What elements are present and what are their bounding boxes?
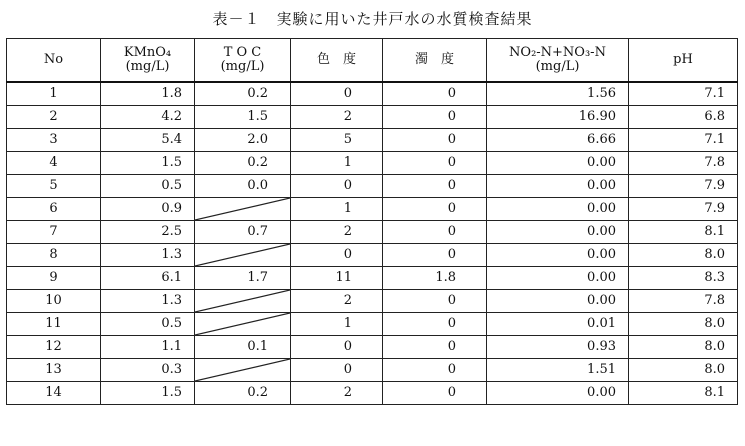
cell-color: 0 [291,336,383,359]
cell-no: 8 [7,244,101,267]
cell-ph: 8.1 [629,382,738,405]
cell-nitrogen: 1.56 [487,82,629,106]
cell-toc: 0.2 [195,152,291,175]
table-caption: 表－１ 実験に用いた井戸水の水質検査結果 [212,10,533,28]
header-nitrogen [487,39,629,83]
cell-turbidity: 0 [383,290,487,313]
cell-kmno4: 0.5 [101,175,195,198]
cell-kmno4: 2.5 [101,221,195,244]
cell-nitrogen: 1.51 [487,359,629,382]
cell-no: 14 [7,382,101,405]
cell-ph: 7.9 [629,198,738,221]
cell-no: 6 [7,198,101,221]
cell-no: 7 [7,221,101,244]
table-row [7,313,738,336]
cell-nitrogen: 0.00 [487,244,629,267]
header-toc [195,39,291,83]
cell-ph: 8.0 [629,359,738,382]
header-toc-name: T O C [223,45,262,60]
cell-turbidity: 0 [383,175,487,198]
header-turbidity: 濁 度 [383,39,487,83]
cell-no: 4 [7,152,101,175]
cell-ph: 7.1 [629,82,738,106]
cell-kmno4: 1.1 [101,336,195,359]
cell-toc: 0.2 [195,382,291,405]
cell-toc: 2.0 [195,129,291,152]
cell-turbidity: 0 [383,152,487,175]
cell-turbidity: 0 [383,359,487,382]
cell-ph: 8.1 [629,221,738,244]
header-row [7,39,738,83]
cell-ph: 7.1 [629,129,738,152]
cell-turbidity: 0 [383,313,487,336]
cell-nitrogen: 0.00 [487,175,629,198]
cell-color: 1 [291,313,383,336]
cell-color: 0 [291,359,383,382]
diagonal-slash-icon [195,290,290,312]
cell-no: 10 [7,290,101,313]
cell-nitrogen: 0.01 [487,313,629,336]
cell-no: 9 [7,267,101,290]
cell-no: 11 [7,313,101,336]
cell-nitrogen: 0.00 [487,382,629,405]
cell-turbidity: 0 [383,244,487,267]
cell-kmno4: 0.9 [101,198,195,221]
diagonal-slash-icon [195,198,290,220]
header-color: 色 度 [291,39,383,83]
cell-turbidity: 0 [383,336,487,359]
cell-toc-empty [195,198,291,221]
table-row [7,290,738,313]
header-nitrogen-name: NO₂-N+NO₃-N [509,45,606,60]
diagonal-slash-icon [195,359,290,381]
cell-nitrogen: 0.93 [487,336,629,359]
header-kmno4-name: KMnO₄ [123,45,172,60]
table-row [7,244,738,267]
table-row [7,221,738,244]
cell-ph: 8.0 [629,244,738,267]
cell-turbidity: 1.8 [383,267,487,290]
cell-color: 2 [291,382,383,405]
cell-no: 12 [7,336,101,359]
cell-toc-empty [195,290,291,313]
cell-color: 0 [291,82,383,106]
cell-nitrogen: 0.00 [487,290,629,313]
table-row [7,106,738,129]
cell-toc-empty [195,244,291,267]
cell-toc: 0.7 [195,221,291,244]
cell-kmno4: 4.2 [101,106,195,129]
cell-nitrogen: 16.90 [487,106,629,129]
water-quality-table [6,38,738,405]
header-nitrogen-unit: (mg/L) [535,59,580,74]
cell-no: 13 [7,359,101,382]
header-ph: pH [629,39,738,83]
cell-kmno4: 1.5 [101,382,195,405]
header-no: No [7,39,101,83]
cell-color: 1 [291,152,383,175]
cell-kmno4: 6.1 [101,267,195,290]
cell-color: 2 [291,106,383,129]
cell-color: 0 [291,175,383,198]
table-row [7,336,738,359]
table-row [7,382,738,405]
cell-turbidity: 0 [383,129,487,152]
cell-kmno4: 0.3 [101,359,195,382]
cell-ph: 8.0 [629,336,738,359]
diagonal-slash-icon [195,244,290,266]
table-row [7,359,738,382]
cell-no: 2 [7,106,101,129]
table-row [7,129,738,152]
table-row [7,152,738,175]
cell-toc: 0.0 [195,175,291,198]
cell-nitrogen: 0.00 [487,221,629,244]
cell-nitrogen: 0.00 [487,152,629,175]
cell-turbidity: 0 [383,221,487,244]
header-kmno4-unit: (mg/L) [125,59,170,74]
cell-toc: 1.5 [195,106,291,129]
cell-turbidity: 0 [383,82,487,106]
cell-toc: 0.1 [195,336,291,359]
cell-nitrogen: 0.00 [487,198,629,221]
cell-color: 5 [291,129,383,152]
cell-nitrogen: 6.66 [487,129,629,152]
header-toc-unit: (mg/L) [220,59,265,74]
cell-no: 1 [7,82,101,106]
table-row [7,198,738,221]
cell-ph: 6.8 [629,106,738,129]
cell-kmno4: 1.3 [101,290,195,313]
cell-no: 5 [7,175,101,198]
cell-no: 3 [7,129,101,152]
cell-kmno4: 1.5 [101,152,195,175]
cell-turbidity: 0 [383,106,487,129]
cell-kmno4: 5.4 [101,129,195,152]
cell-ph: 7.8 [629,290,738,313]
cell-kmno4: 1.3 [101,244,195,267]
cell-kmno4: 0.5 [101,313,195,336]
cell-kmno4: 1.8 [101,82,195,106]
table-row [7,82,738,106]
cell-color: 0 [291,244,383,267]
cell-ph: 8.0 [629,313,738,336]
table-row [7,175,738,198]
cell-toc-empty [195,313,291,336]
cell-toc-empty [195,359,291,382]
diagonal-slash-icon [195,313,290,335]
header-kmno4 [101,39,195,83]
cell-ph: 8.3 [629,267,738,290]
cell-ph: 7.8 [629,152,738,175]
cell-turbidity: 0 [383,382,487,405]
cell-ph: 7.9 [629,175,738,198]
table-row [7,267,738,290]
cell-turbidity: 0 [383,198,487,221]
cell-color: 1 [291,198,383,221]
cell-toc: 1.7 [195,267,291,290]
cell-color: 11 [291,267,383,290]
cell-nitrogen: 0.00 [487,267,629,290]
cell-color: 2 [291,221,383,244]
cell-color: 2 [291,290,383,313]
cell-toc: 0.2 [195,82,291,106]
